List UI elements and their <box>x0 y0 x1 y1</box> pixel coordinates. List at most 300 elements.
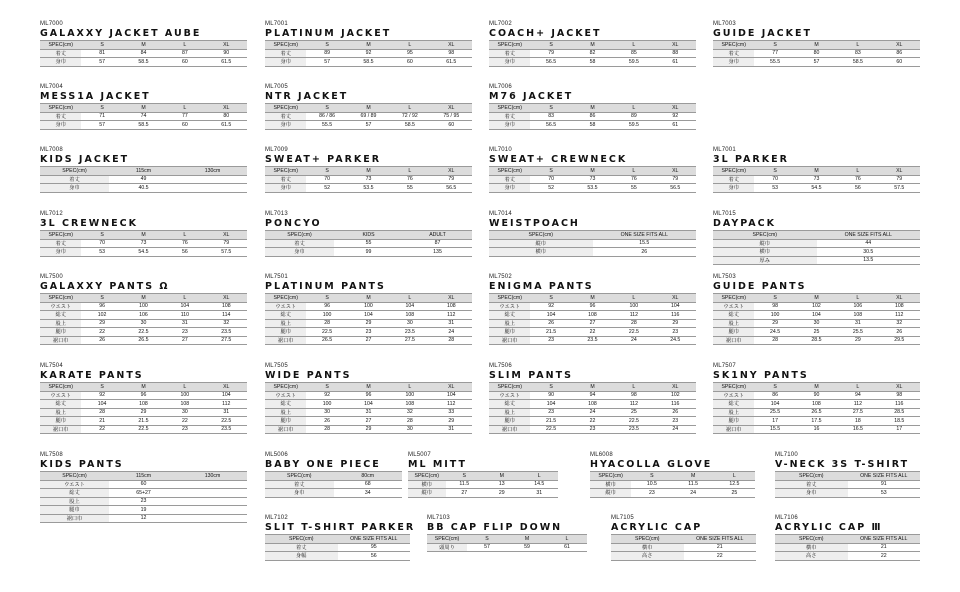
table-cell: 27 <box>572 319 613 328</box>
table-row <box>40 328 247 337</box>
table-cell: 22.5 <box>123 425 164 434</box>
size-table <box>265 166 472 193</box>
table-cell: 53.5 <box>572 184 613 193</box>
table-cell: 27 <box>164 336 205 345</box>
table-cell: 58 <box>572 121 613 130</box>
row-label: 身巾 <box>713 58 754 67</box>
table-cell: 23 <box>655 417 696 426</box>
column-header: S <box>530 294 571 303</box>
row-label: 着丈 <box>775 480 848 489</box>
table-cell: 116 <box>879 400 920 409</box>
table-cell: 59.5 <box>613 58 654 67</box>
table-cell: 52 <box>306 184 347 193</box>
table-cell: 86 <box>572 112 613 121</box>
product-code: ML7508 <box>40 452 63 458</box>
row-label: ウエスト <box>40 480 109 489</box>
row-label: 身巾 <box>40 58 81 67</box>
size-table <box>489 103 696 130</box>
row-label: 総丈 <box>489 311 530 320</box>
column-header: L <box>613 294 654 303</box>
product-code: ML7507 <box>713 363 736 369</box>
table-cell: 21 <box>684 543 757 552</box>
table-cell: 28 <box>613 319 654 328</box>
table-cell: 54.5 <box>123 248 164 257</box>
column-header: S <box>81 231 122 240</box>
table-cell: 69 / 89 <box>348 112 389 121</box>
size-table <box>489 40 696 67</box>
column-header: SPEC(cm) <box>40 167 109 176</box>
product-title: BB CAP FLIP DOWN <box>427 522 563 533</box>
column-header: L <box>547 535 587 544</box>
table-cell: 32 <box>389 408 430 417</box>
product-title: ACRYLIC CAP <box>611 522 703 533</box>
column-header: SPEC(cm) <box>713 294 754 303</box>
product-code: ML7100 <box>775 452 798 458</box>
table-cell: 12 <box>109 514 178 523</box>
column-header: SPEC(cm) <box>489 294 530 303</box>
table-header-row <box>40 294 247 303</box>
table-cell: 28 <box>306 319 347 328</box>
table-cell: 116 <box>655 311 696 320</box>
table-cell: 22.5 <box>530 425 571 434</box>
table-row <box>775 552 920 561</box>
column-header: SPEC(cm) <box>265 472 334 481</box>
column-header: S <box>306 383 347 392</box>
table-cell: 58.5 <box>348 58 389 67</box>
table-cell: 112 <box>206 400 247 409</box>
column-header: S <box>631 472 672 481</box>
row-label: ウエスト <box>40 302 81 311</box>
table-row <box>265 391 472 400</box>
table-cell: 57.5 <box>879 184 920 193</box>
spec-block <box>713 147 920 193</box>
table-row <box>265 248 472 257</box>
column-header: SPEC(cm) <box>713 167 754 176</box>
size-table <box>40 471 247 523</box>
table-row <box>489 311 696 320</box>
column-header: M <box>123 383 164 392</box>
row-label: 身巾 <box>489 184 530 193</box>
product-code: ML7010 <box>489 147 512 153</box>
table-row <box>408 480 558 489</box>
table-cell: 26 <box>655 408 696 417</box>
table-cell: 73 <box>572 175 613 184</box>
table-cell: 96 <box>306 302 347 311</box>
table-cell: 57 <box>81 121 122 130</box>
table-row <box>713 391 920 400</box>
row-label: ウエスト <box>489 391 530 400</box>
product-title: MESS1A JACKET <box>40 91 151 102</box>
row-label: 腿巾 <box>40 328 81 337</box>
table-cell: 23 <box>631 489 672 498</box>
row-label: 股上 <box>265 319 306 328</box>
row-label: ウエスト <box>489 302 530 311</box>
table-cell: 84 <box>123 49 164 58</box>
table-header-row <box>265 472 402 481</box>
row-label: 高さ <box>775 552 848 561</box>
table-cell: 91 <box>848 480 921 489</box>
table-cell: 79 <box>206 239 247 248</box>
product-code: ML7105 <box>611 515 634 521</box>
table-row <box>40 49 247 58</box>
table-cell: 92 <box>655 112 696 121</box>
table-cell: 21.5 <box>530 328 571 337</box>
table-header-row <box>489 294 696 303</box>
table-cell: 106 <box>837 302 878 311</box>
table-row <box>40 184 247 193</box>
row-label: ウエスト <box>265 391 306 400</box>
table-cell: 58.5 <box>123 121 164 130</box>
table-cell: 13.5 <box>817 256 921 265</box>
spec-block <box>408 452 558 498</box>
column-header: XL <box>431 383 472 392</box>
column-header: 115cm <box>109 167 178 176</box>
table-row <box>713 336 920 345</box>
column-header: SPEC(cm) <box>265 383 306 392</box>
column-header: L <box>389 383 430 392</box>
column-header: M <box>123 231 164 240</box>
row-label: 腿巾 <box>489 417 530 426</box>
table-row <box>40 391 247 400</box>
column-header: SPEC(cm) <box>40 231 81 240</box>
table-cell: 68 <box>334 480 403 489</box>
row-label: 腿巾 <box>713 417 754 426</box>
spec-block <box>265 515 416 561</box>
row-label: 腿巾 <box>40 417 81 426</box>
table-row <box>427 543 587 552</box>
row-label: 身巾 <box>265 121 306 130</box>
table-row <box>265 417 472 426</box>
row-label: 横巾 <box>611 543 684 552</box>
product-code: ML7505 <box>265 363 288 369</box>
row-label: 着丈 <box>40 239 81 248</box>
column-header: XL <box>879 294 920 303</box>
size-table <box>489 382 696 434</box>
row-label: 総丈 <box>713 400 754 409</box>
table-cell: 31 <box>206 408 247 417</box>
table-cell: 53 <box>848 489 921 498</box>
size-table <box>713 230 920 265</box>
table-cell: 89 <box>613 112 654 121</box>
table-cell: 52 <box>530 184 571 193</box>
product-code: ML7015 <box>713 211 736 217</box>
product-title: BABY ONE PIECE <box>265 459 381 470</box>
table-row <box>265 400 472 409</box>
table-cell: 14.5 <box>521 480 559 489</box>
table-cell: 90 <box>206 49 247 58</box>
table-row <box>40 121 247 130</box>
column-header: SPEC(cm) <box>40 383 81 392</box>
size-table <box>489 293 696 345</box>
column-header: L <box>164 104 205 113</box>
size-table <box>265 230 472 257</box>
table-cell: 49 <box>109 175 178 184</box>
table-row <box>40 417 247 426</box>
table-cell: 21 <box>848 543 921 552</box>
product-code: ML7000 <box>40 21 63 27</box>
row-label: 頭周り <box>427 543 467 552</box>
table-row <box>713 184 920 193</box>
table-cell: 31 <box>431 425 472 434</box>
column-header: SPEC(cm) <box>40 41 81 50</box>
table-header-row <box>40 472 247 481</box>
table-cell: 90 <box>530 391 571 400</box>
table-cell: 22 <box>572 328 613 337</box>
column-header: XL <box>655 41 696 50</box>
table-cell: 94 <box>837 391 878 400</box>
table-row <box>489 184 696 193</box>
table-cell: 55 <box>334 239 403 248</box>
table-cell: 26 <box>593 248 697 257</box>
table-cell: 86 / 86 <box>306 112 347 121</box>
row-label: ウエスト <box>713 391 754 400</box>
product-code: ML7500 <box>40 274 63 280</box>
table-cell: 57 <box>306 58 347 67</box>
table-cell <box>178 514 247 523</box>
table-cell: 60 <box>164 58 205 67</box>
column-header: ONE SIZE FITS ALL <box>848 472 921 481</box>
table-cell: 54.5 <box>796 184 837 193</box>
table-cell: 30 <box>796 319 837 328</box>
table-cell: 108 <box>389 311 430 320</box>
product-title: SLIT T-SHIRT PARKER <box>265 522 416 533</box>
table-cell: 104 <box>348 311 389 320</box>
row-label: 厚み <box>713 256 817 265</box>
product-title: GALAXXY JACKET AUBE <box>40 28 202 39</box>
table-cell: 57 <box>348 121 389 130</box>
table-row <box>489 248 696 257</box>
column-header: L <box>613 104 654 113</box>
product-code: ML7001 <box>713 147 736 153</box>
table-header-row <box>489 104 696 113</box>
spec-block <box>489 274 696 345</box>
table-cell: 27 <box>348 336 389 345</box>
row-label: 総丈 <box>265 311 306 320</box>
column-header: L <box>613 383 654 392</box>
table-cell: 61 <box>655 58 696 67</box>
table-cell: 79 <box>530 49 571 58</box>
table-cell: 98 <box>431 49 472 58</box>
row-label: 着丈 <box>489 49 530 58</box>
table-row <box>265 319 472 328</box>
table-cell: 22 <box>81 425 122 434</box>
table-row <box>265 121 472 130</box>
column-header: ONE SIZE FITS ALL <box>593 231 697 240</box>
row-label: 着丈 <box>265 49 306 58</box>
table-cell: 29 <box>483 489 521 498</box>
table-cell: 76 <box>389 175 430 184</box>
table-header-row <box>713 294 920 303</box>
table-cell: 22.5 <box>306 328 347 337</box>
table-row <box>489 391 696 400</box>
table-header-row <box>40 167 247 176</box>
product-title: KIDS JACKET <box>40 154 130 165</box>
size-table <box>408 471 558 498</box>
column-header: L <box>389 41 430 50</box>
row-label: 股上 <box>265 408 306 417</box>
table-header-row <box>265 294 472 303</box>
table-cell: 102 <box>655 391 696 400</box>
table-row <box>40 514 247 523</box>
product-title: SWEAT+ PARKER <box>265 154 382 165</box>
table-cell: 81 <box>81 49 122 58</box>
table-cell: 112 <box>431 400 472 409</box>
table-cell: 98 <box>754 302 795 311</box>
table-row <box>713 417 920 426</box>
product-title: HYACOLLA GLOVE <box>590 459 713 470</box>
spec-block <box>489 211 696 257</box>
table-row <box>40 506 247 515</box>
table-header-row <box>489 167 696 176</box>
row-label: 裾口巾 <box>489 336 530 345</box>
table-cell: 53 <box>754 184 795 193</box>
row-label: 着丈 <box>489 112 530 121</box>
table-header-row <box>775 535 920 544</box>
product-code: ML7008 <box>40 147 63 153</box>
row-label: 身巾 <box>489 121 530 130</box>
column-header: XL <box>206 383 247 392</box>
row-label: 股上 <box>713 319 754 328</box>
table-cell: 108 <box>796 400 837 409</box>
column-header: M <box>483 472 521 481</box>
column-header: M <box>348 41 389 50</box>
column-header: ONE SIZE FITS ALL <box>817 231 921 240</box>
table-cell: 116 <box>655 400 696 409</box>
table-row <box>265 58 472 67</box>
table-cell: 29 <box>655 319 696 328</box>
table-cell: 21.5 <box>530 417 571 426</box>
spec-block <box>775 452 920 498</box>
product-code: ML7014 <box>489 211 512 217</box>
table-row <box>265 302 472 311</box>
spec-block <box>265 452 402 498</box>
column-header: XL <box>431 167 472 176</box>
table-cell: 22.5 <box>613 328 654 337</box>
table-cell: 25.5 <box>837 328 878 337</box>
table-cell: 29.5 <box>879 336 920 345</box>
row-label: 裾口巾 <box>713 425 754 434</box>
size-table <box>775 471 920 498</box>
row-label: 総丈 <box>265 400 306 409</box>
size-table <box>40 230 247 257</box>
row-label: 着丈 <box>713 49 754 58</box>
product-title: GUIDE JACKET <box>713 28 812 39</box>
column-header: XL <box>431 41 472 50</box>
table-row <box>775 543 920 552</box>
size-table <box>40 382 247 434</box>
column-header: L <box>837 294 878 303</box>
product-title: V-NECK 3S T-SHIRT <box>775 459 910 470</box>
column-header: L <box>837 41 878 50</box>
table-cell: 112 <box>613 400 654 409</box>
table-cell: 17 <box>879 425 920 434</box>
table-row <box>265 552 410 561</box>
column-header: XL <box>206 294 247 303</box>
table-cell: 108 <box>837 311 878 320</box>
spec-block <box>590 452 755 498</box>
table-cell: 83 <box>837 49 878 58</box>
column-header: S <box>81 294 122 303</box>
table-row <box>713 175 920 184</box>
table-cell: 30 <box>164 408 205 417</box>
column-header: XL <box>879 41 920 50</box>
table-cell: 53 <box>81 248 122 257</box>
table-row <box>713 328 920 337</box>
table-cell: 30 <box>123 319 164 328</box>
table-row <box>40 302 247 311</box>
table-cell: 82 <box>572 49 613 58</box>
spec-block <box>489 363 696 434</box>
table-cell: 24 <box>673 489 714 498</box>
table-cell: 104 <box>348 400 389 409</box>
table-cell: 29 <box>81 319 122 328</box>
column-header: S <box>81 383 122 392</box>
table-row <box>265 175 472 184</box>
column-header: XL <box>206 104 247 113</box>
table-row <box>265 480 402 489</box>
table-cell: 61 <box>655 121 696 130</box>
table-header-row <box>265 231 472 240</box>
table-cell: 104 <box>796 311 837 320</box>
row-label: 腿巾 <box>265 417 306 426</box>
table-cell: 23 <box>109 497 178 506</box>
table-cell: 98 <box>879 391 920 400</box>
table-cell: 58.5 <box>837 58 878 67</box>
table-cell: 58.5 <box>123 58 164 67</box>
table-cell: 87 <box>164 49 205 58</box>
table-cell: 108 <box>389 400 430 409</box>
table-row <box>265 239 472 248</box>
table-header-row <box>40 383 247 392</box>
product-title: GUIDE PANTS <box>713 281 807 292</box>
spec-block <box>40 274 247 345</box>
spec-block <box>40 363 247 434</box>
table-cell: 23.5 <box>206 425 247 434</box>
product-code: ML7502 <box>489 274 512 280</box>
row-label: 股上 <box>40 319 81 328</box>
row-label: 縦巾 <box>590 489 631 498</box>
row-label: 身幅 <box>265 552 338 561</box>
row-label: 身巾 <box>265 58 306 67</box>
column-header: L <box>714 472 755 481</box>
table-cell: 110 <box>164 311 205 320</box>
row-label: 股上 <box>40 408 81 417</box>
table-cell: 106 <box>123 311 164 320</box>
spec-block <box>489 147 696 193</box>
table-cell: 29 <box>348 425 389 434</box>
table-row <box>775 480 920 489</box>
row-label: 着丈 <box>40 49 81 58</box>
table-cell: 80 <box>206 112 247 121</box>
size-table <box>713 166 920 193</box>
table-cell: 77 <box>164 112 205 121</box>
table-cell: 22 <box>848 552 921 561</box>
column-header: SPEC(cm) <box>489 104 530 113</box>
size-table <box>265 534 410 561</box>
table-cell <box>178 480 247 489</box>
table-cell: 83 <box>530 112 571 121</box>
table-row <box>489 49 696 58</box>
table-row <box>408 489 558 498</box>
table-cell: 72 / 92 <box>389 112 430 121</box>
column-header: XL <box>655 294 696 303</box>
column-header: M <box>572 167 613 176</box>
table-cell: 96 <box>81 302 122 311</box>
size-table <box>265 382 472 434</box>
column-header: SPEC(cm) <box>713 41 754 50</box>
spec-block <box>40 84 247 130</box>
table-cell: 24 <box>572 408 613 417</box>
